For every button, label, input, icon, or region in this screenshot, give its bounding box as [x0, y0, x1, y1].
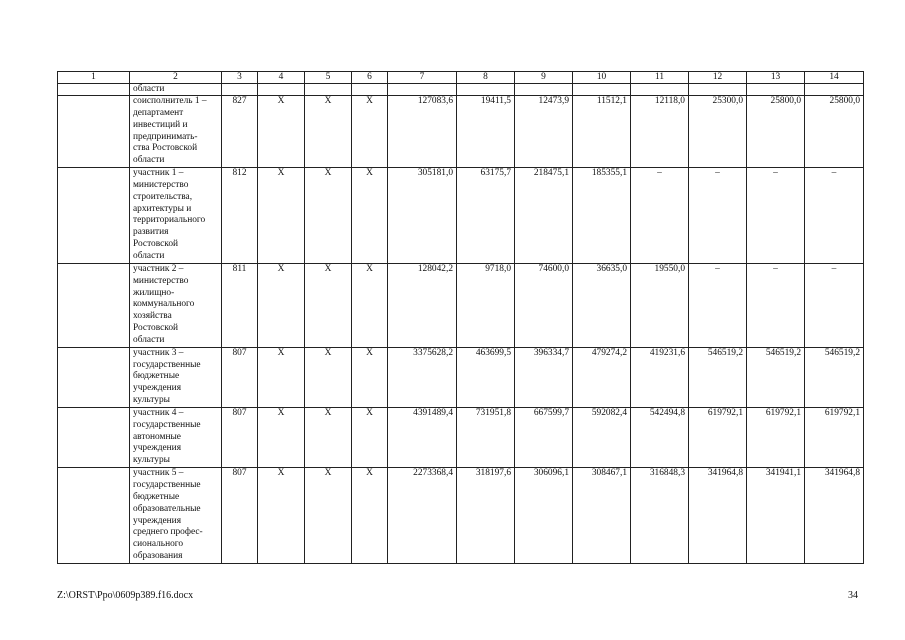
value-cell-col9: 306096,1	[515, 468, 573, 564]
row-code: 827	[222, 96, 258, 168]
column-header-9: 9	[515, 72, 573, 84]
row-code: 807	[222, 468, 258, 564]
row-name-line: культуры	[133, 395, 170, 406]
column-header-4: 4	[258, 72, 305, 84]
cell-blank	[222, 84, 258, 96]
row-x-col5: Х	[305, 407, 352, 467]
row-name-line: учреждения	[133, 383, 182, 394]
value-cell-col7: 2273368,4	[388, 468, 457, 564]
column-header-1: 1	[58, 72, 130, 84]
value-cell-col12: 619792,1	[689, 407, 747, 467]
row-name-line: области	[133, 334, 165, 345]
value-cell-col8: 63175,7	[457, 168, 515, 264]
value-cell-col11: 542494,8	[631, 407, 689, 467]
value-cell-col7: 127083,6	[388, 96, 457, 168]
row-name-line: участник 2 –	[133, 263, 184, 274]
table-header	[58, 72, 864, 84]
column-header-12: 12	[689, 72, 747, 84]
row-name-line: Ростовской	[133, 239, 179, 250]
row-name	[130, 347, 222, 407]
table-row	[58, 468, 864, 564]
row-code: 812	[222, 168, 258, 264]
row-name-line: хозяйства	[133, 311, 172, 322]
value-cell-col10: 308467,1	[573, 468, 631, 564]
value-cell-col13: 619792,1	[747, 407, 805, 467]
row-name-line: министерство	[133, 179, 189, 190]
cell-blank	[689, 84, 747, 96]
row-name-line: соисполнитель 1 –	[133, 96, 207, 106]
value-cell-col11: –	[631, 168, 689, 264]
row-x-col6: Х	[352, 347, 388, 407]
footer-file-path: Z:\ORST\Ppo\0609p389.f16.docx	[57, 590, 194, 601]
row-name-line: государственные	[133, 359, 201, 370]
value-cell-col9: 218475,1	[515, 168, 573, 264]
cell-blank	[58, 468, 130, 564]
row-code: 807	[222, 407, 258, 467]
value-cell-col11: 12118,0	[631, 96, 689, 168]
row-name-line: области	[133, 250, 165, 261]
row-x-col6: Х	[352, 96, 388, 168]
value-cell-col13: –	[747, 168, 805, 264]
row-x-col4: Х	[258, 407, 305, 467]
row-x-col5: Х	[305, 263, 352, 347]
value-cell-col12: –	[689, 168, 747, 264]
row-name-line: департамент	[133, 107, 184, 118]
row-x-col5: Х	[305, 468, 352, 564]
row-name-line: бюджетные	[133, 491, 180, 502]
value-cell-col10: 185355,1	[573, 168, 631, 264]
value-cell-col10: 36635,0	[573, 263, 631, 347]
value-cell-col9: 667599,7	[515, 407, 573, 467]
row-name-line: образовательные	[133, 503, 201, 514]
row-name-line: территориального	[133, 215, 206, 226]
cell-blank	[747, 84, 805, 96]
column-header-3: 3	[222, 72, 258, 84]
value-cell-col14: 619792,1	[805, 407, 864, 467]
value-cell-col13: 25800,0	[747, 96, 805, 168]
row-name-line: среднего профес-	[133, 527, 203, 538]
value-cell-col7: 128042,2	[388, 263, 457, 347]
row-name-line: участник 5 –	[133, 468, 184, 479]
row-x-col4: Х	[258, 263, 305, 347]
row-name-line: ства Ростовской	[133, 143, 198, 154]
column-header-6: 6	[352, 72, 388, 84]
value-cell-col11: 316848,3	[631, 468, 689, 564]
continued-label: области	[130, 84, 222, 96]
value-cell-col7: 3375628,2	[388, 347, 457, 407]
row-name	[130, 468, 222, 564]
table-row	[58, 407, 864, 467]
value-cell-col13: 341941,1	[747, 468, 805, 564]
column-header-14: 14	[805, 72, 864, 84]
column-header-11: 11	[631, 72, 689, 84]
row-name-line: Ростовской	[133, 323, 179, 334]
row-name	[130, 168, 222, 264]
row-name-line: коммунального	[133, 299, 195, 310]
row-name-line: участник 3 –	[133, 347, 184, 358]
cell-blank	[258, 84, 305, 96]
row-x-col5: Х	[305, 347, 352, 407]
value-cell-col12: 546519,2	[689, 347, 747, 407]
row-name-line: развития	[133, 227, 169, 238]
value-cell-col10: 592082,4	[573, 407, 631, 467]
budget-table	[57, 71, 864, 564]
value-cell-col13: –	[747, 263, 805, 347]
cell-blank	[805, 84, 864, 96]
value-cell-col9: 396334,7	[515, 347, 573, 407]
value-cell-col10: 11512,1	[573, 96, 631, 168]
value-cell-col13: 546519,2	[747, 347, 805, 407]
row-name-line: сионального	[133, 539, 184, 550]
row-x-col6: Х	[352, 168, 388, 264]
value-cell-col8: 731951,8	[457, 407, 515, 467]
value-cell-col9: 12473,9	[515, 96, 573, 168]
value-cell-col14: 25800,0	[805, 96, 864, 168]
row-name-line: учреждения	[133, 443, 182, 454]
value-cell-col10: 479274,2	[573, 347, 631, 407]
row-x-col4: Х	[258, 468, 305, 564]
cell-blank	[573, 84, 631, 96]
column-header-5: 5	[305, 72, 352, 84]
value-cell-col14: –	[805, 263, 864, 347]
cell-blank	[58, 96, 130, 168]
row-name	[130, 407, 222, 467]
table-row	[58, 347, 864, 407]
row-name	[130, 263, 222, 347]
row-name-line: государственные	[133, 419, 201, 430]
cell-blank	[352, 84, 388, 96]
value-cell-col9: 74600,0	[515, 263, 573, 347]
table-row	[58, 263, 864, 347]
cell-blank	[305, 84, 352, 96]
row-name-line: министерство	[133, 275, 189, 286]
column-header-13: 13	[747, 72, 805, 84]
row-x-col6: Х	[352, 468, 388, 564]
value-cell-col11: 419231,6	[631, 347, 689, 407]
row-name-line: архитектуры и	[133, 203, 192, 214]
value-cell-col12: 341964,8	[689, 468, 747, 564]
value-cell-col12: 25300,0	[689, 96, 747, 168]
row-code: 811	[222, 263, 258, 347]
row-code: 807	[222, 347, 258, 407]
value-cell-col14: –	[805, 168, 864, 264]
row-name-line: автономные	[133, 431, 181, 442]
row-x-col4: Х	[258, 96, 305, 168]
row-name-line: предпринимать-	[133, 131, 198, 142]
cell-blank	[58, 168, 130, 264]
table-body	[58, 84, 864, 564]
page-number: 34	[848, 590, 858, 601]
cell-blank	[515, 84, 573, 96]
column-header-10: 10	[573, 72, 631, 84]
row-x-col4: Х	[258, 168, 305, 264]
cell-blank	[58, 84, 130, 96]
row-x-col6: Х	[352, 407, 388, 467]
value-cell-col7: 4391489,4	[388, 407, 457, 467]
header-row	[58, 72, 864, 84]
value-cell-col7: 305181,0	[388, 168, 457, 264]
row-name-line: участник 1 –	[133, 168, 184, 179]
column-header-8: 8	[457, 72, 515, 84]
row-name-line: учреждения	[133, 515, 182, 526]
value-cell-col11: 19550,0	[631, 263, 689, 347]
value-cell-col8: 318197,6	[457, 468, 515, 564]
continued-row	[58, 84, 864, 96]
row-name-line: образования	[133, 551, 183, 562]
row-name-line: культуры	[133, 455, 170, 466]
value-cell-col14: 546519,2	[805, 347, 864, 407]
row-name	[130, 96, 222, 168]
row-x-col6: Х	[352, 263, 388, 347]
column-header-7: 7	[388, 72, 457, 84]
row-x-col5: Х	[305, 168, 352, 264]
value-cell-col12: –	[689, 263, 747, 347]
row-name-line: строительства,	[133, 191, 193, 202]
value-cell-col8: 9718,0	[457, 263, 515, 347]
row-name-line: государственные	[133, 480, 201, 490]
row-name-line: участник 4 –	[133, 407, 184, 418]
row-x-col4: Х	[258, 347, 305, 407]
table-row	[58, 96, 864, 168]
cell-blank	[58, 407, 130, 467]
row-name-line: инвестиций и	[133, 119, 188, 130]
value-cell-col8: 19411,5	[457, 96, 515, 168]
row-x-col5: Х	[305, 96, 352, 168]
row-name-line: области	[133, 155, 165, 166]
table-row	[58, 168, 864, 264]
row-name-line: бюджетные	[133, 371, 180, 382]
value-cell-col8: 463699,5	[457, 347, 515, 407]
value-cell-col14: 341964,8	[805, 468, 864, 564]
cell-blank	[58, 347, 130, 407]
cell-blank	[457, 84, 515, 96]
row-name-line: жилищно-	[133, 287, 175, 298]
column-header-2: 2	[130, 72, 222, 84]
cell-blank	[58, 263, 130, 347]
cell-blank	[388, 84, 457, 96]
cell-blank	[631, 84, 689, 96]
